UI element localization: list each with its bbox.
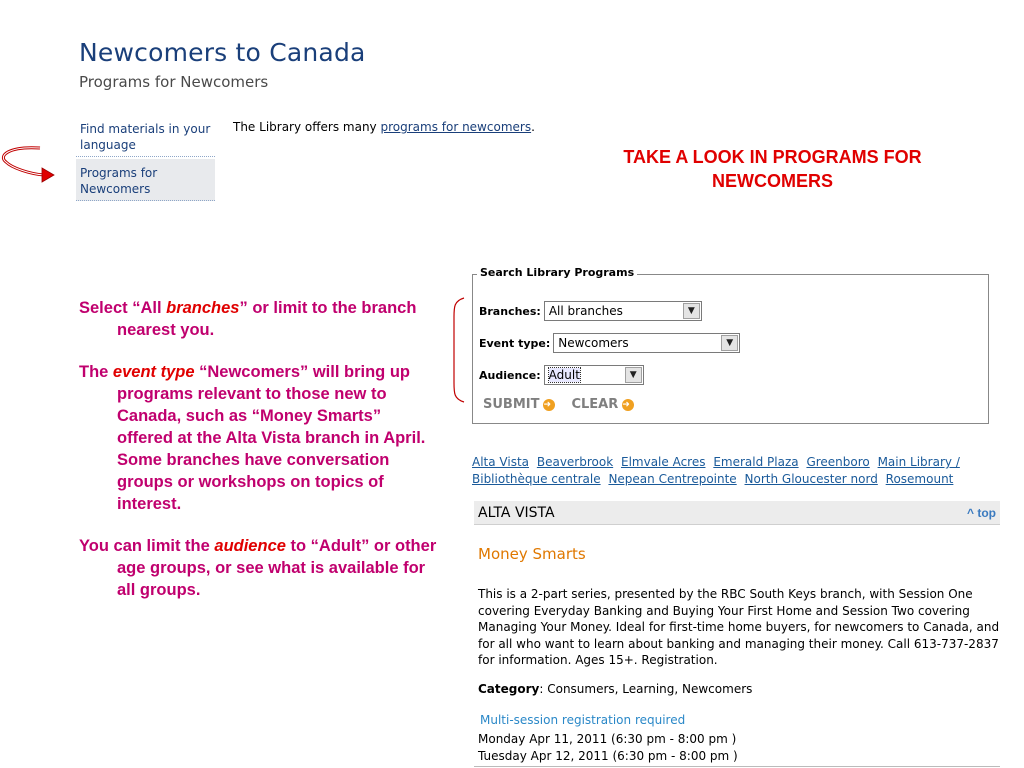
page-title: Newcomers to Canada bbox=[79, 38, 366, 67]
divider bbox=[474, 766, 1000, 767]
program-date: Tuesday Apr 12, 2011 (6:30 pm - 8:00 pm ) bbox=[478, 749, 738, 763]
sidebar-item-find-materials[interactable]: Find materials in your language bbox=[76, 118, 215, 157]
category-label: Category bbox=[478, 682, 540, 696]
branch-link-alta-vista[interactable]: Alta Vista bbox=[472, 455, 530, 469]
programs-link[interactable]: programs for newcomers bbox=[380, 120, 532, 134]
brace-bracket-icon bbox=[450, 297, 470, 403]
note-audience bbox=[79, 535, 439, 601]
event-type-label: Event type: bbox=[479, 336, 551, 350]
branch-link-north-gloucester[interactable]: North Gloucester nord bbox=[744, 472, 878, 486]
intro-end: . bbox=[531, 120, 535, 134]
note-emphasis: audience bbox=[214, 537, 286, 555]
branch-link-rosemount[interactable]: Rosemount bbox=[885, 472, 954, 486]
note-text: to “Adult” or other age groups, or see what is available for all groups. bbox=[117, 537, 437, 599]
clear-label: CLEAR bbox=[571, 397, 619, 412]
note-text: “Newcomers” will bring up programs relevant to those new to Canada, such as “Money Smarts” offered at the Alta Vista branch in April. Some branches have conversation groups or workshops on topics of interest. bbox=[117, 363, 426, 513]
note-branches bbox=[79, 297, 439, 341]
note-text: Select “All bbox=[79, 299, 167, 317]
sidebar-nav bbox=[76, 118, 215, 201]
event-type-value: Newcomers bbox=[558, 336, 629, 350]
search-legend: Search Library Programs bbox=[477, 266, 637, 279]
pointer-arrow-icon bbox=[0, 140, 56, 190]
form-actions bbox=[483, 397, 634, 412]
note-emphasis: branches bbox=[166, 299, 240, 317]
registration-note: Multi-session registration required bbox=[480, 713, 686, 727]
branch-link-greenboro[interactable]: Greenboro bbox=[806, 455, 870, 469]
branches-row bbox=[479, 301, 702, 321]
branch-links bbox=[472, 454, 992, 488]
program-description: This is a 2-part series, presented by the RBC South Keys branch, with Session One covering Everyday Banking and Buying Your First Home and Session Two covering Managing Your Money. Ideal for first-time home buyers, for newcomers to Canada, and for all who want to learn about banking and managing their money. Call 613-737-2837 for information. Ages 15+. Registration. bbox=[478, 587, 1000, 667]
branches-label: Branches: bbox=[479, 304, 541, 318]
arrow-right-circle-icon: ➜ bbox=[543, 399, 555, 411]
program-dates bbox=[478, 731, 738, 765]
program-category bbox=[478, 682, 752, 696]
audience-row bbox=[479, 365, 644, 385]
submit-label: SUBMIT bbox=[483, 397, 540, 412]
intro-text bbox=[233, 120, 535, 134]
sidebar-item-programs[interactable]: Programs for Newcomers bbox=[76, 159, 215, 201]
submit-button[interactable] bbox=[483, 397, 555, 412]
branch-name: ALTA VISTA bbox=[478, 504, 555, 521]
branch-section-header bbox=[474, 501, 1000, 525]
search-programs-form bbox=[472, 266, 989, 424]
back-to-top-link[interactable]: ^ top bbox=[967, 505, 996, 520]
chevron-down-icon[interactable]: ▼ bbox=[683, 303, 700, 319]
intro-lead: The Library offers many bbox=[233, 120, 381, 134]
program-date: Monday Apr 11, 2011 (6:30 pm - 8:00 pm ) bbox=[478, 732, 737, 746]
branch-link-elmvale-acres[interactable]: Elmvale Acres bbox=[620, 455, 706, 469]
branch-link-nepean-centrepointe[interactable]: Nepean Centrepointe bbox=[608, 472, 737, 486]
branch-link-main-library[interactable]: Main Library / Bibliothèque centrale bbox=[472, 455, 960, 486]
branches-select[interactable] bbox=[544, 301, 702, 321]
event-type-select[interactable] bbox=[553, 333, 740, 353]
branch-link-beaverbrook[interactable]: Beaverbrook bbox=[536, 455, 614, 469]
event-type-row bbox=[479, 333, 740, 353]
note-emphasis: event type bbox=[112, 363, 195, 381]
page-subtitle: Programs for Newcomers bbox=[79, 73, 269, 91]
callout-heading: TAKE A LOOK IN PROGRAMS FOR NEWCOMERS bbox=[623, 147, 922, 191]
category-value: : Consumers, Learning, Newcomers bbox=[539, 682, 753, 696]
note-text: You can limit the bbox=[79, 537, 215, 555]
branches-value: All branches bbox=[548, 304, 623, 318]
arrow-right-circle-icon: ➜ bbox=[622, 399, 634, 411]
audience-select[interactable] bbox=[544, 365, 644, 385]
branch-link-emerald-plaza[interactable]: Emerald Plaza bbox=[713, 455, 799, 469]
note-text: The bbox=[79, 363, 113, 381]
note-event-type bbox=[79, 361, 439, 515]
chevron-down-icon[interactable]: ▼ bbox=[721, 335, 738, 351]
chevron-down-icon[interactable]: ▼ bbox=[625, 367, 642, 383]
note-text: ” or limit to the branch nearest you. bbox=[117, 299, 417, 339]
audience-value: Adult bbox=[548, 368, 580, 382]
audience-label: Audience: bbox=[479, 368, 541, 382]
instruction-notes bbox=[79, 297, 439, 621]
program-title: Money Smarts bbox=[478, 545, 586, 563]
clear-button[interactable] bbox=[571, 397, 634, 412]
